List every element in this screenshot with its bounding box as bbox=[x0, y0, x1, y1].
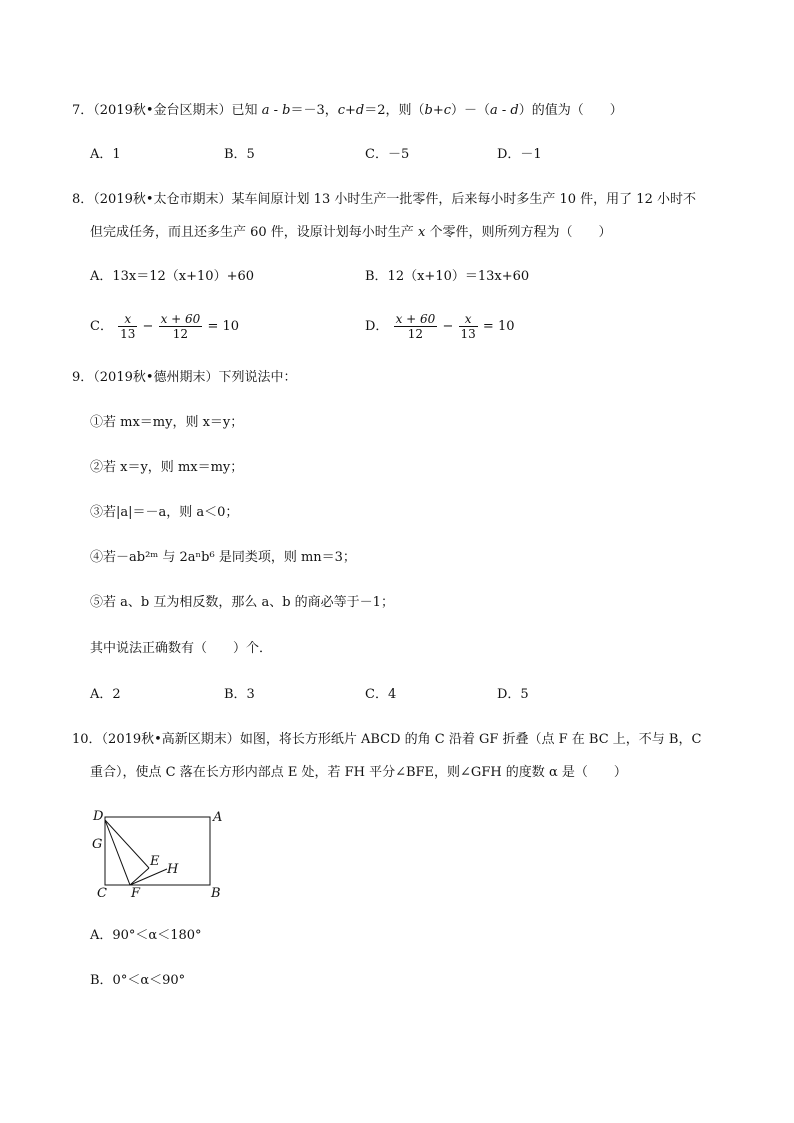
q8-option-d: D． $\frac{x + 60}{12}$ − $\frac{x}{13}$ = 10 bbox=[365, 312, 515, 341]
segment-fh bbox=[130, 869, 167, 885]
q9-statement-2: ②若 x＝y，则 mx＝my； bbox=[90, 460, 244, 475]
label-c: C bbox=[97, 886, 107, 900]
question-9-stem: 9．（2019秋•德州期末）下列说法中： bbox=[72, 370, 297, 385]
q10-option-a: A．90°＜α＜180° bbox=[90, 928, 202, 943]
q7-option-c: C．－5 bbox=[365, 147, 410, 162]
question-10-line1: 10．（2019秋•高新区期末）如图，将长方形纸片 ABCD 的角 C 沿着 GF 折叠（点 F 在 BC 上，不与 B，C bbox=[72, 732, 702, 747]
q9-statement-1: ①若 mx＝my，则 x＝y； bbox=[90, 415, 244, 430]
q7-option-a: A．1 bbox=[90, 147, 121, 162]
q9-option-d: D．5 bbox=[497, 687, 529, 702]
label-g: G bbox=[92, 837, 103, 852]
fraction: $\frac{x + 60}{12}$ bbox=[160, 312, 201, 341]
q9-statement-4: ④若－ab²ᵐ 与 2aⁿb⁶ 是同类项，则 mn＝3； bbox=[90, 550, 356, 565]
label-b: B bbox=[211, 886, 221, 900]
label-h: H bbox=[167, 862, 179, 877]
q9-statement-5: ⑤若 a、b 互为相反数，那么 a、b 的商必等于－1； bbox=[90, 595, 394, 610]
rectangle-abcd bbox=[105, 817, 210, 885]
q9-option-c: C．4 bbox=[365, 687, 397, 702]
q8-option-a: A．13x＝12（x+10）+60 bbox=[90, 269, 255, 284]
segment-ge bbox=[105, 820, 149, 868]
label-d: D bbox=[93, 809, 104, 824]
q9-option-b: B．3 bbox=[224, 687, 255, 702]
q7-option-b: B．5 bbox=[224, 147, 255, 162]
fraction: $\frac{x}{13}$ bbox=[120, 312, 136, 341]
fraction: $\frac{x}{13}$ bbox=[460, 312, 476, 341]
q9-question: 其中说法正确数有（ ）个． bbox=[90, 641, 273, 656]
question-7-stem: 7．（2019秋•金台区期末）已知 a - b＝－3，c+d＝2，则（b+c）－（a - d）的值为（ ） bbox=[72, 103, 623, 118]
segment-fe bbox=[130, 868, 149, 885]
question-8-line2: 但完成任务，而且还多生产 60 件，设原计划每小时生产 x 个零件，则所列方程为（ ） bbox=[90, 225, 612, 240]
q9-statement-3: ③若|a|＝－a，则 a＜0； bbox=[90, 505, 239, 520]
q8-option-c: C． $\frac{x}{13}$ − $\frac{x + 60}{12}$ = 10 bbox=[90, 312, 240, 341]
fraction: $\frac{x + 60}{12}$ bbox=[395, 312, 436, 341]
rectangle-fold-figure bbox=[85, 805, 235, 900]
q7-option-d: D．－1 bbox=[497, 147, 542, 162]
label-e: E bbox=[150, 854, 160, 869]
label-a: A bbox=[213, 810, 223, 825]
q10-option-b: B．0°＜α＜90° bbox=[90, 973, 186, 988]
question-10-line2: 重合），使点 C 落在长方形内部点 E 处，若 FH 平分∠BFE，则∠GFH 的度数 α 是（ ） bbox=[90, 765, 627, 780]
fold-line-gf bbox=[105, 820, 130, 885]
label-f: F bbox=[131, 886, 141, 900]
q8-option-b: B．12（x+10）＝13x+60 bbox=[365, 269, 530, 284]
q9-option-a: A．2 bbox=[90, 687, 121, 702]
question-8-line1: 8．（2019秋•太仓市期末）某车间原计划 13 小时生产一批零件，后来每小时多生产 10 件，用了 12 小时不 bbox=[72, 192, 696, 207]
